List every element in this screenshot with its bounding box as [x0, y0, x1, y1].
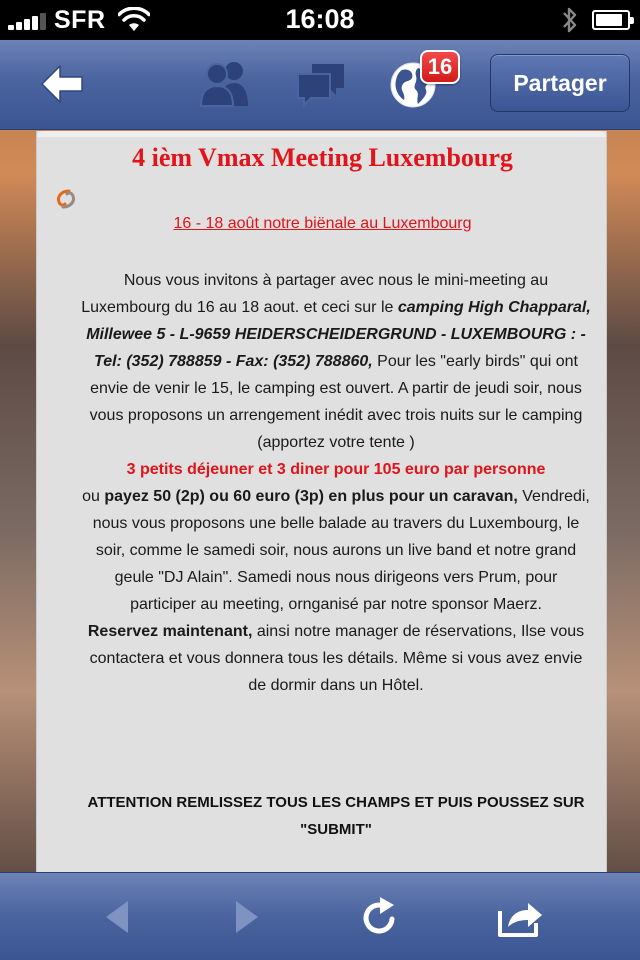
attention-notice: ATTENTION REMLISSEZ TOUS LES CHAMPS ET PUIS POUSSEZ SUR "SUBMIT": [87, 794, 585, 838]
site-logo-icon: [55, 189, 77, 209]
reserve-text: ainsi notre manager de réservations, Ilse vous contactera et vous donnera tous les détails. Même si vous avez envie de dormir dans un Hôtel.: [89, 623, 585, 694]
battery-icon: [592, 10, 630, 30]
share-icon[interactable]: [494, 895, 546, 939]
back-icon[interactable]: [98, 897, 138, 937]
notification-badge: 16: [420, 50, 460, 84]
messages-icon[interactable]: [294, 60, 348, 108]
forward-icon[interactable]: [226, 897, 266, 937]
program-text: Vendredi, nous vous proposons une belle balade au travers du Luxembourg, le soir, comme le samedi soir, nous aurons un live band et notre grand geule "DJ Alain". Samedi nous nous dirigeons vers Prum, pour participer au meeting, ornganisé par notre sponsor Maerz.: [92, 488, 590, 613]
top-navigation-bar: [0, 40, 640, 130]
friends-icon[interactable]: [198, 58, 254, 108]
web-content: [36, 131, 607, 872]
page-title: 4 ièm Vmax Meeting Luxembourg: [132, 143, 513, 172]
browser-toolbar: [0, 872, 640, 960]
reserve-now: Reservez maintenant,: [87, 623, 253, 640]
notifications-button[interactable]: [388, 56, 468, 112]
meal-offer: 3 petits déjeuner et 3 diner pour 105 euro par personne: [126, 461, 546, 478]
invitation-text: [81, 267, 591, 699]
back-arrow-icon[interactable]: [38, 62, 86, 106]
reload-icon[interactable]: [358, 895, 402, 939]
date-link[interactable]: 16 - 18 août notre biënale au Luxembourg: [173, 215, 472, 232]
clock: 16:08: [285, 4, 355, 34]
camping-details: Pour les "early birds" qui ont envie de venir le 15, le camping est ouvert. A partir de jeudi soir, nous vous proposons un arrengement inédit avec trois nuits sur le camping (apportez votre tente ): [89, 353, 583, 451]
status-bar: [0, 0, 640, 40]
share-button[interactable]: Partager: [490, 54, 630, 112]
carrier-name: SFR: [54, 6, 106, 34]
caravan-price: payez 50 (2p) ou 60 euro (3p) en plus pour un caravan,: [104, 488, 518, 505]
camping-address: camping High Chapparal, Millewee 5 - L-9659 HEIDERSCHEIDERGRUND - LUXEMBOURG : - Tel: (352) 788859 - Fax: (352) 788860,: [86, 299, 591, 370]
intro-text: Nous vous invitons à partager avec nous le mini-meeting au Luxembourg du 16 au 18 aout. et ceci sur le: [81, 272, 549, 316]
bluetooth-icon: [560, 5, 580, 35]
battery-level: [596, 14, 622, 26]
or-text: ou: [82, 488, 105, 505]
content-top-edge: [37, 131, 606, 137]
